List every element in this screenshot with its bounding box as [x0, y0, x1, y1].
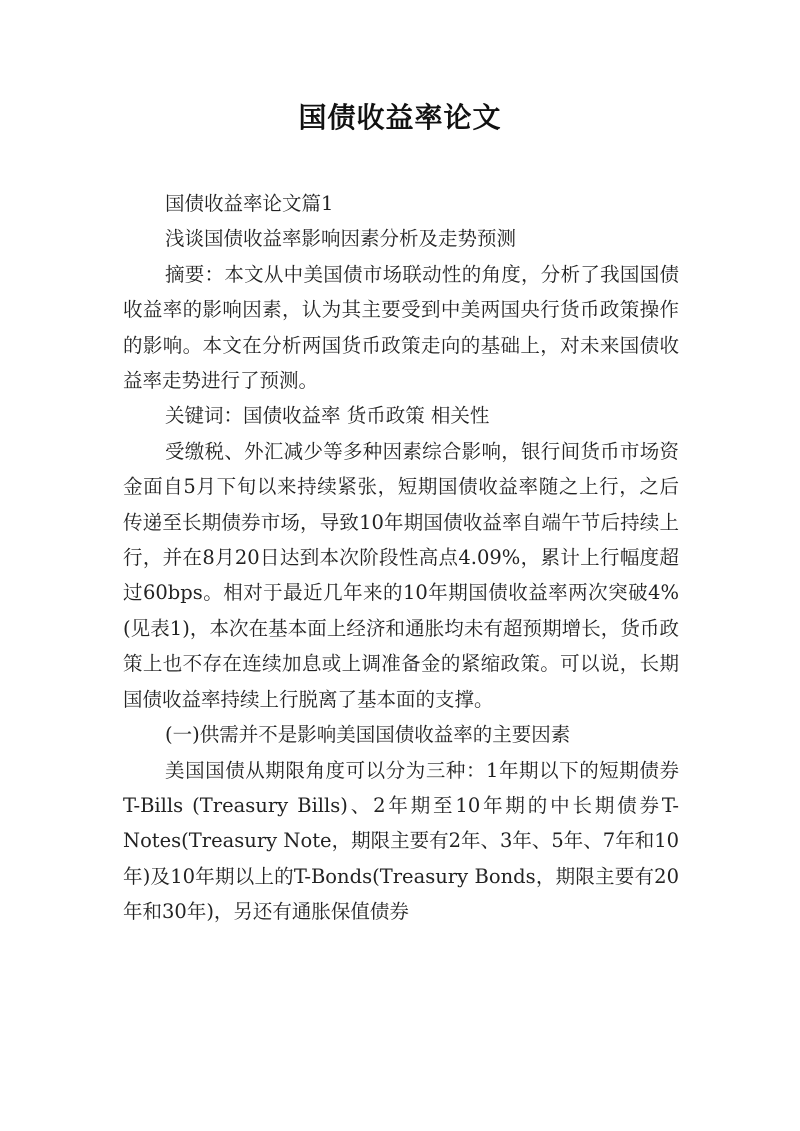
- paragraph-body: 受缴税、外汇减少等多种因素综合影响，银行间货币市场资金面自5月下旬以来持续紧张，短期国债收益率随之上行，之后传递至长期债券市场，导致10年期国债收益率自端午节后持续上行，并在8月20日达到本次阶段性高点4.09%，累计上行幅度超过60bps。相对于最近几年来的10年期国债收益率两次突破4%(见表1)，本次在基本面上经济和通胀均未有超预期增长，货币政策上也不存在连续加息或上调准备金的紧缩政策。可以说，长期国债收益率持续上行脱离了基本面的支撑。: [123, 439, 679, 711]
- paragraph-subtitle: 浅谈国债收益率影响因素分析及走势预测: [165, 227, 517, 251]
- document-title: 国债收益率论文: [298, 101, 502, 134]
- paragraph-article-label: 国债收益率论文篇1: [165, 192, 334, 215]
- document-body: [123, 186, 679, 930]
- paragraph-section-heading: (一)供需并不是影响美国国债收益率的主要因素: [165, 723, 571, 747]
- paragraph-abstract: 摘要：本文从中美国债市场联动性的角度，分析了我国国债收益率的影响因素，认为其主要受到中美两国央行货币政策操作的影响。本文在分析两国货币政策走向的基础上，对未来国债收益率走势进行了预测。: [123, 262, 679, 393]
- paragraph-keywords: 关键词：国债收益率 货币政策 相关性: [165, 404, 490, 428]
- paragraph-body: 美国国债从期限角度可以分为三种：1年期以下的短期债券T-Bills (Treasury Bills)、2年期至10年期的中长期债券T-Notes(Treasury Note，期限主要有2年、3年、5年、7年和10年)及10年期以上的T-Bonds(Treasury Bonds，期限主要有20年和30年)，另还有通胀保值债券: [123, 758, 680, 924]
